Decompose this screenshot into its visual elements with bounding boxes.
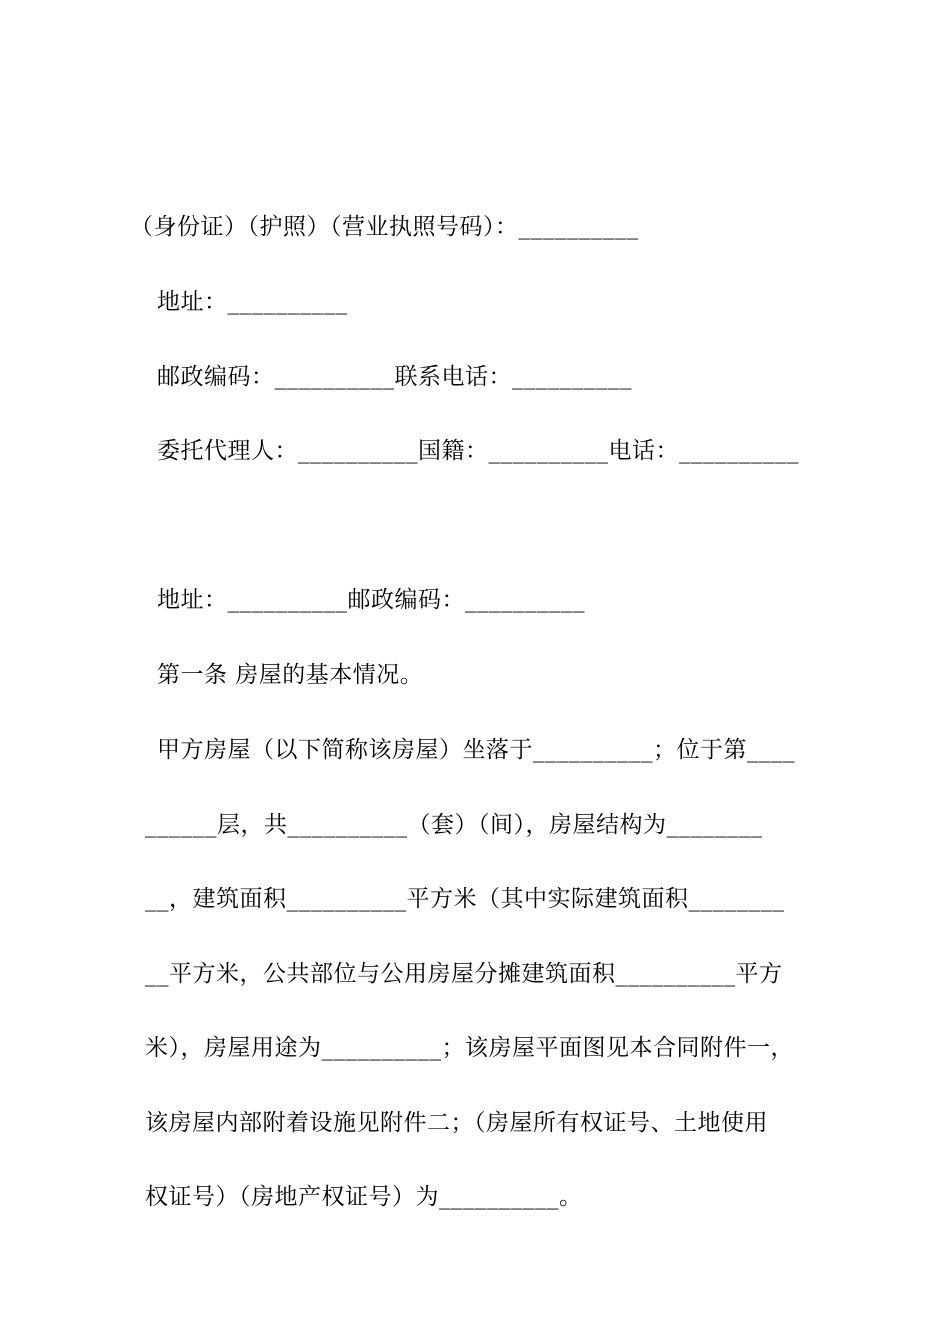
agent-line: 委托代理人：__________国籍：__________电话：__________ <box>157 438 799 464</box>
id-number-line: （身份证）（护照）（营业执照号码）：__________ <box>130 214 639 240</box>
address-line: 地址：__________ <box>157 289 348 315</box>
agent-address-line: 地址：__________邮政编码：__________ <box>157 587 585 613</box>
article-one-paragraph-line-3: __，建筑面积__________平方米（其中实际建筑面积________ <box>145 886 785 912</box>
article-one-heading: 第一条 房屋的基本情况。 <box>157 662 424 688</box>
article-one-paragraph-line-4: __平方米，公共部位与公用房屋分摊建筑面积__________平方 <box>145 961 783 987</box>
article-one-paragraph-line-6: 该房屋内部附着设施见附件二；（房屋所有权证号、土地使用 <box>145 1110 768 1136</box>
article-one-paragraph-line-7: 权证号）（房地产权证号）为__________。 <box>145 1184 583 1210</box>
postal-phone-line: 邮政编码：__________联系电话：__________ <box>157 364 632 390</box>
article-one-paragraph-line-1: 甲方房屋（以下简称该房屋）坐落于__________；位于第____ <box>157 737 795 763</box>
article-one-paragraph-line-2: ______层，共__________（套）（间），房屋结构为________ <box>145 812 763 838</box>
article-one-paragraph-line-5: 米），房屋用途为__________；该房屋平面图见本合同附件一， <box>145 1035 794 1061</box>
